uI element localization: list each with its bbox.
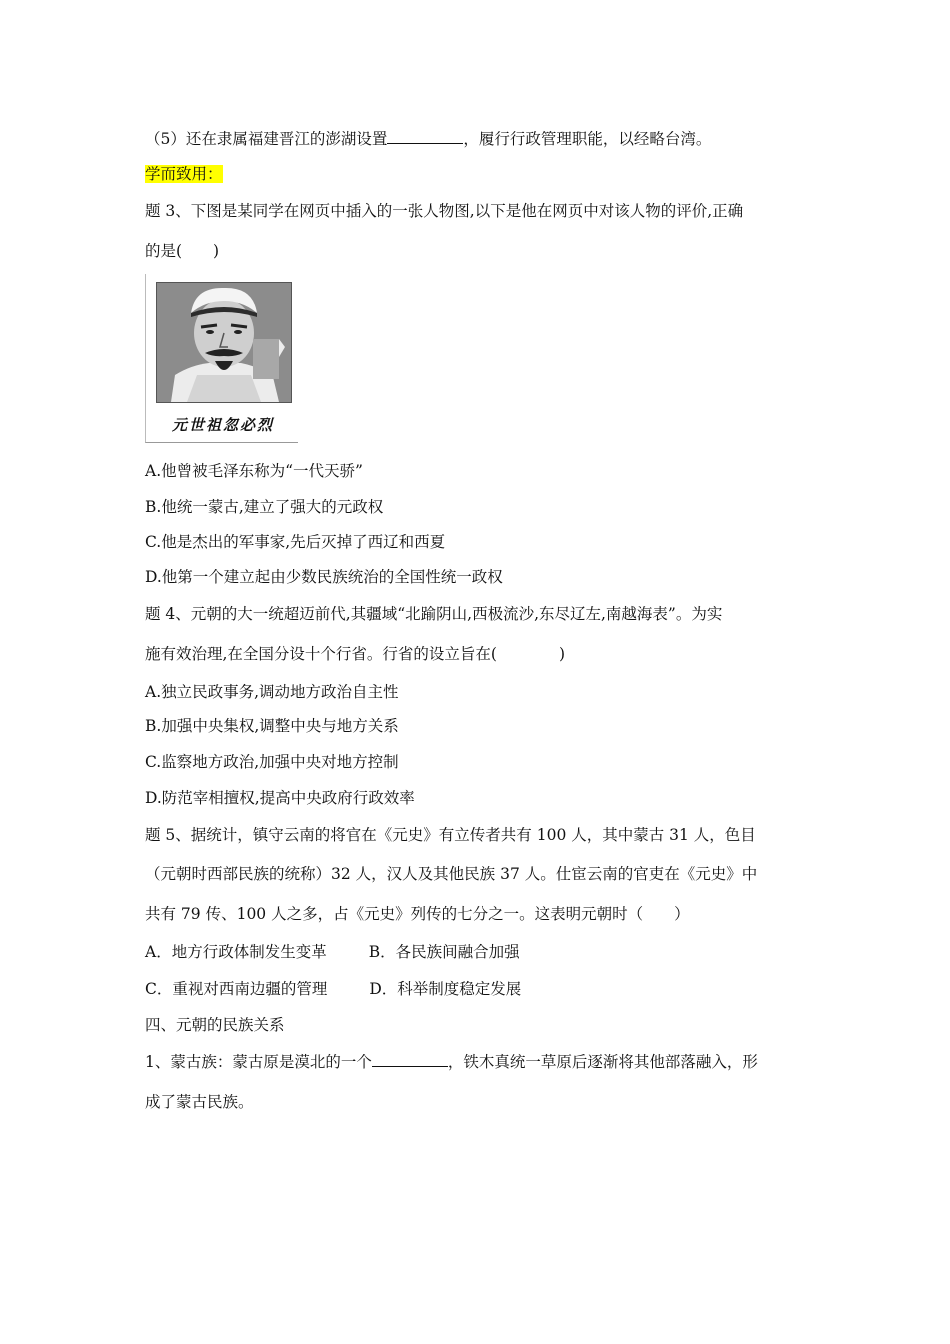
section-apply-label: 学而致用： [145, 165, 223, 183]
q5-option-d[interactable]: D．科举制度稳定发展 [369, 980, 522, 998]
item1-line2: 成了蒙古民族。 [145, 1093, 254, 1111]
q4-option-d[interactable]: D.防范宰相擅权,提高中央政府行政效率 [145, 789, 415, 807]
item1-line1 [145, 1052, 758, 1072]
fill-blank-5 [145, 129, 711, 149]
q5-options-row2 [145, 979, 521, 999]
q5-stem-line3: 共有 79 传、100 人之多，占《元史》列传的七分之一。这表明元朝时（ ） [145, 905, 690, 923]
portrait-image [156, 282, 292, 403]
q4-option-a[interactable]: A.独立民政事务,调动地方政治自主性 [145, 683, 399, 701]
item1-after: ，铁木真统一草原后逐渐将其他部落融入，形 [447, 1053, 758, 1071]
q5-option-b[interactable]: B．各民族间融合加强 [368, 943, 520, 961]
item1-before: 1、蒙古族：蒙古原是漠北的一个 [145, 1053, 372, 1071]
answer-blank[interactable] [372, 1052, 448, 1067]
q5-stem-line1: 题 5、据统计，镇守云南的将官在《元史》有立传者共有 100 人，其中蒙古 31 人，色目 [145, 826, 756, 844]
section4-title: 四、元朝的民族关系 [145, 1016, 285, 1034]
fill-blank-5-before: （5）还在隶属福建晋江的澎湖设置 [145, 130, 388, 148]
q4-stem-line1: 题 4、元朝的大一统超迈前代,其疆域“北踰阴山,西极流沙,东尽辽左,南越海表”。为实 [145, 605, 723, 623]
answer-blank[interactable] [387, 129, 463, 144]
section-apply-heading [145, 164, 223, 184]
portrait-figure [145, 274, 298, 443]
q4-option-b[interactable]: B.加强中央集权,调整中央与地方关系 [145, 717, 399, 735]
q3-option-d[interactable]: D.他第一个建立起由少数民族统治的全国性统一政权 [145, 568, 503, 586]
q4-stem-line2: 施有效治理,在全国分设十个行省。行省的设立旨在( ) [145, 645, 566, 663]
q5-stem-line2: （元朝时西部民族的统称）32 人，汉人及其他民族 37 人。仕宦云南的官吏在《元史》中 [145, 865, 758, 883]
q3-stem-line2: 的是( ) [145, 242, 220, 260]
q3-stem-line1: 题 3、下图是某同学在网页中插入的一张人物图,以下是他在网页中对该人物的评价,正确 [145, 202, 744, 220]
fill-blank-5-after: ，履行行政管理职能，以经略台湾。 [463, 130, 712, 148]
q3-option-c[interactable]: C.他是杰出的军事家,先后灭掉了西辽和西夏 [145, 533, 446, 551]
q5-option-c[interactable]: C．重视对西南边疆的管理 [145, 980, 328, 998]
q5-option-a[interactable]: A．地方行政体制发生变革 [145, 943, 327, 961]
q3-option-b[interactable]: B.他统一蒙古,建立了强大的元政权 [145, 498, 384, 516]
q4-option-c[interactable]: C.监察地方政治,加强中央对地方控制 [145, 753, 399, 771]
q3-option-a[interactable]: A.他曾被毛泽东称为“一代天骄” [145, 462, 363, 480]
portrait-caption: 元世祖忽必烈 [171, 416, 274, 434]
portrait-illustration [157, 283, 291, 402]
q5-options-row1 [145, 942, 520, 962]
